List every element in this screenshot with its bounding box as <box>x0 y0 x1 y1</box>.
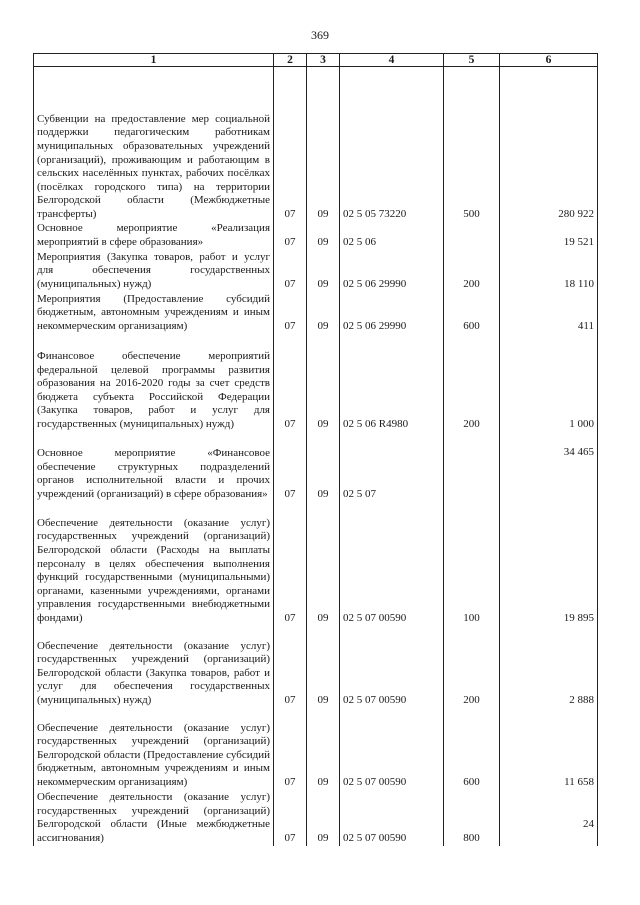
cell-amount: 19 895 <box>500 502 598 626</box>
table-row <box>34 67 598 222</box>
column-header: 6 <box>500 54 598 67</box>
page-number: 369 <box>311 28 329 42</box>
table-row <box>34 432 598 502</box>
cell-subsection: 09 <box>307 708 340 790</box>
cell-target-code: 02 5 07 00590 <box>340 790 444 846</box>
cell-subsection: 09 <box>307 292 340 334</box>
cell-expense-type: 200 <box>444 626 500 708</box>
cell-section: 07 <box>274 790 307 846</box>
table-row <box>34 502 598 626</box>
cell-section: 07 <box>274 708 307 790</box>
cell-target-code: 02 5 07 00590 <box>340 708 444 790</box>
cell-section: 07 <box>274 250 307 292</box>
table-row <box>34 250 598 292</box>
cell-subsection: 09 <box>307 334 340 432</box>
cell-target-code: 02 5 06 29990 <box>340 250 444 292</box>
cell-target-code: 02 5 07 00590 <box>340 626 444 708</box>
cell-section: 07 <box>274 626 307 708</box>
cell-section: 07 <box>274 292 307 334</box>
cell-expense-type <box>444 222 500 250</box>
table-row <box>34 626 598 708</box>
cell-subsection: 09 <box>307 502 340 626</box>
cell-expense-type: 600 <box>444 708 500 790</box>
cell-amount: 24 <box>500 790 598 846</box>
column-header: 2 <box>274 54 307 67</box>
cell-expense-type: 200 <box>444 334 500 432</box>
row-description: Основное мероприятие «Реализация мероприятий в сфере образования» <box>34 222 274 250</box>
row-description: Мероприятия (Закупка товаров, работ и услуг для обеспечения государственных (муниципальных) нужд) <box>34 250 274 292</box>
cell-amount: 2 888 <box>500 626 598 708</box>
cell-expense-type <box>444 432 500 502</box>
cell-section: 07 <box>274 222 307 250</box>
table-row <box>34 222 598 250</box>
cell-section: 07 <box>274 67 307 222</box>
column-header: 3 <box>307 54 340 67</box>
cell-section: 07 <box>274 432 307 502</box>
cell-target-code: 02 5 06 R4980 <box>340 334 444 432</box>
cell-target-code: 02 5 06 29990 <box>340 292 444 334</box>
cell-expense-type: 100 <box>444 502 500 626</box>
column-header: 4 <box>340 54 444 67</box>
header-row <box>34 54 598 67</box>
column-header: 1 <box>34 54 274 67</box>
cell-amount: 34 465 <box>500 432 598 502</box>
cell-amount: 19 521 <box>500 222 598 250</box>
cell-subsection: 09 <box>307 250 340 292</box>
cell-subsection: 09 <box>307 790 340 846</box>
cell-target-code: 02 5 06 <box>340 222 444 250</box>
table-row <box>34 292 598 334</box>
cell-amount: 411 <box>500 292 598 334</box>
row-description: Мероприятия (Предоставление субсидий бюджетным, автономным учреждениям и иным некоммерческим организациям) <box>34 292 274 334</box>
row-description: Обеспечение деятельности (оказание услуг) государственных учреждений (организаций) Белгородской области (Предоставление субсидий бюджетным, автономным учреждениям и иным некоммерческим организациям) <box>34 708 274 790</box>
cell-section: 07 <box>274 334 307 432</box>
cell-subsection: 09 <box>307 626 340 708</box>
row-description: Обеспечение деятельности (оказание услуг) государственных учреждений (организаций) Белгородской области (Закупка товаров, работ и услуг для обеспечения государственных (муниципальных) нужд) <box>34 626 274 708</box>
cell-amount: 280 922 <box>500 67 598 222</box>
row-description: Финансовое обеспечение мероприятий федеральной целевой программы развития образования на 2016-2020 годы за счет средств бюджета субъекта Российской Федерации (Закупка товаров, работ и услуг для государственных (муниципальных) нужд) <box>34 334 274 432</box>
table-row <box>34 334 598 432</box>
cell-amount: 1 000 <box>500 334 598 432</box>
cell-target-code: 02 5 07 <box>340 432 444 502</box>
table-row <box>34 708 598 790</box>
row-description: Основное мероприятие «Финансовое обеспечение структурных подразделений органов исполнительной власти и прочих учреждений (организаций) в сфере образования» <box>34 432 274 502</box>
cell-section: 07 <box>274 502 307 626</box>
row-description: Субвенции на предоставление мер социальной поддержки педагогическим работникам муниципальных образовательных учреждений (организаций), проживающим и работающим в сельских населённых пунктах, рабочих посёлках (посёлках городского типа) на территории Белгородской области (Межбюджетные трансферты) <box>34 67 274 222</box>
cell-subsection: 09 <box>307 222 340 250</box>
cell-subsection: 09 <box>307 67 340 222</box>
row-description: Обеспечение деятельности (оказание услуг) государственных учреждений (организаций) Белгородской области (Расходы на выплаты персоналу в целях обеспечения выполнения функций государственными (муниципальными) органами, казенными учреждениями, органами управления государственными внебюджетными фондами) <box>34 502 274 626</box>
cell-target-code: 02 5 07 00590 <box>340 502 444 626</box>
table-row <box>34 790 598 846</box>
row-description: Обеспечение деятельности (оказание услуг) государственных учреждений (организаций) Белгородской области (Иные межбюджетные ассигнования) <box>34 790 274 846</box>
cell-expense-type: 500 <box>444 67 500 222</box>
cell-expense-type: 600 <box>444 292 500 334</box>
budget-table <box>33 53 598 846</box>
cell-amount: 11 658 <box>500 708 598 790</box>
column-header: 5 <box>444 54 500 67</box>
cell-target-code: 02 5 05 73220 <box>340 67 444 222</box>
cell-subsection: 09 <box>307 432 340 502</box>
cell-expense-type: 200 <box>444 250 500 292</box>
cell-amount: 18 110 <box>500 250 598 292</box>
cell-expense-type: 800 <box>444 790 500 846</box>
